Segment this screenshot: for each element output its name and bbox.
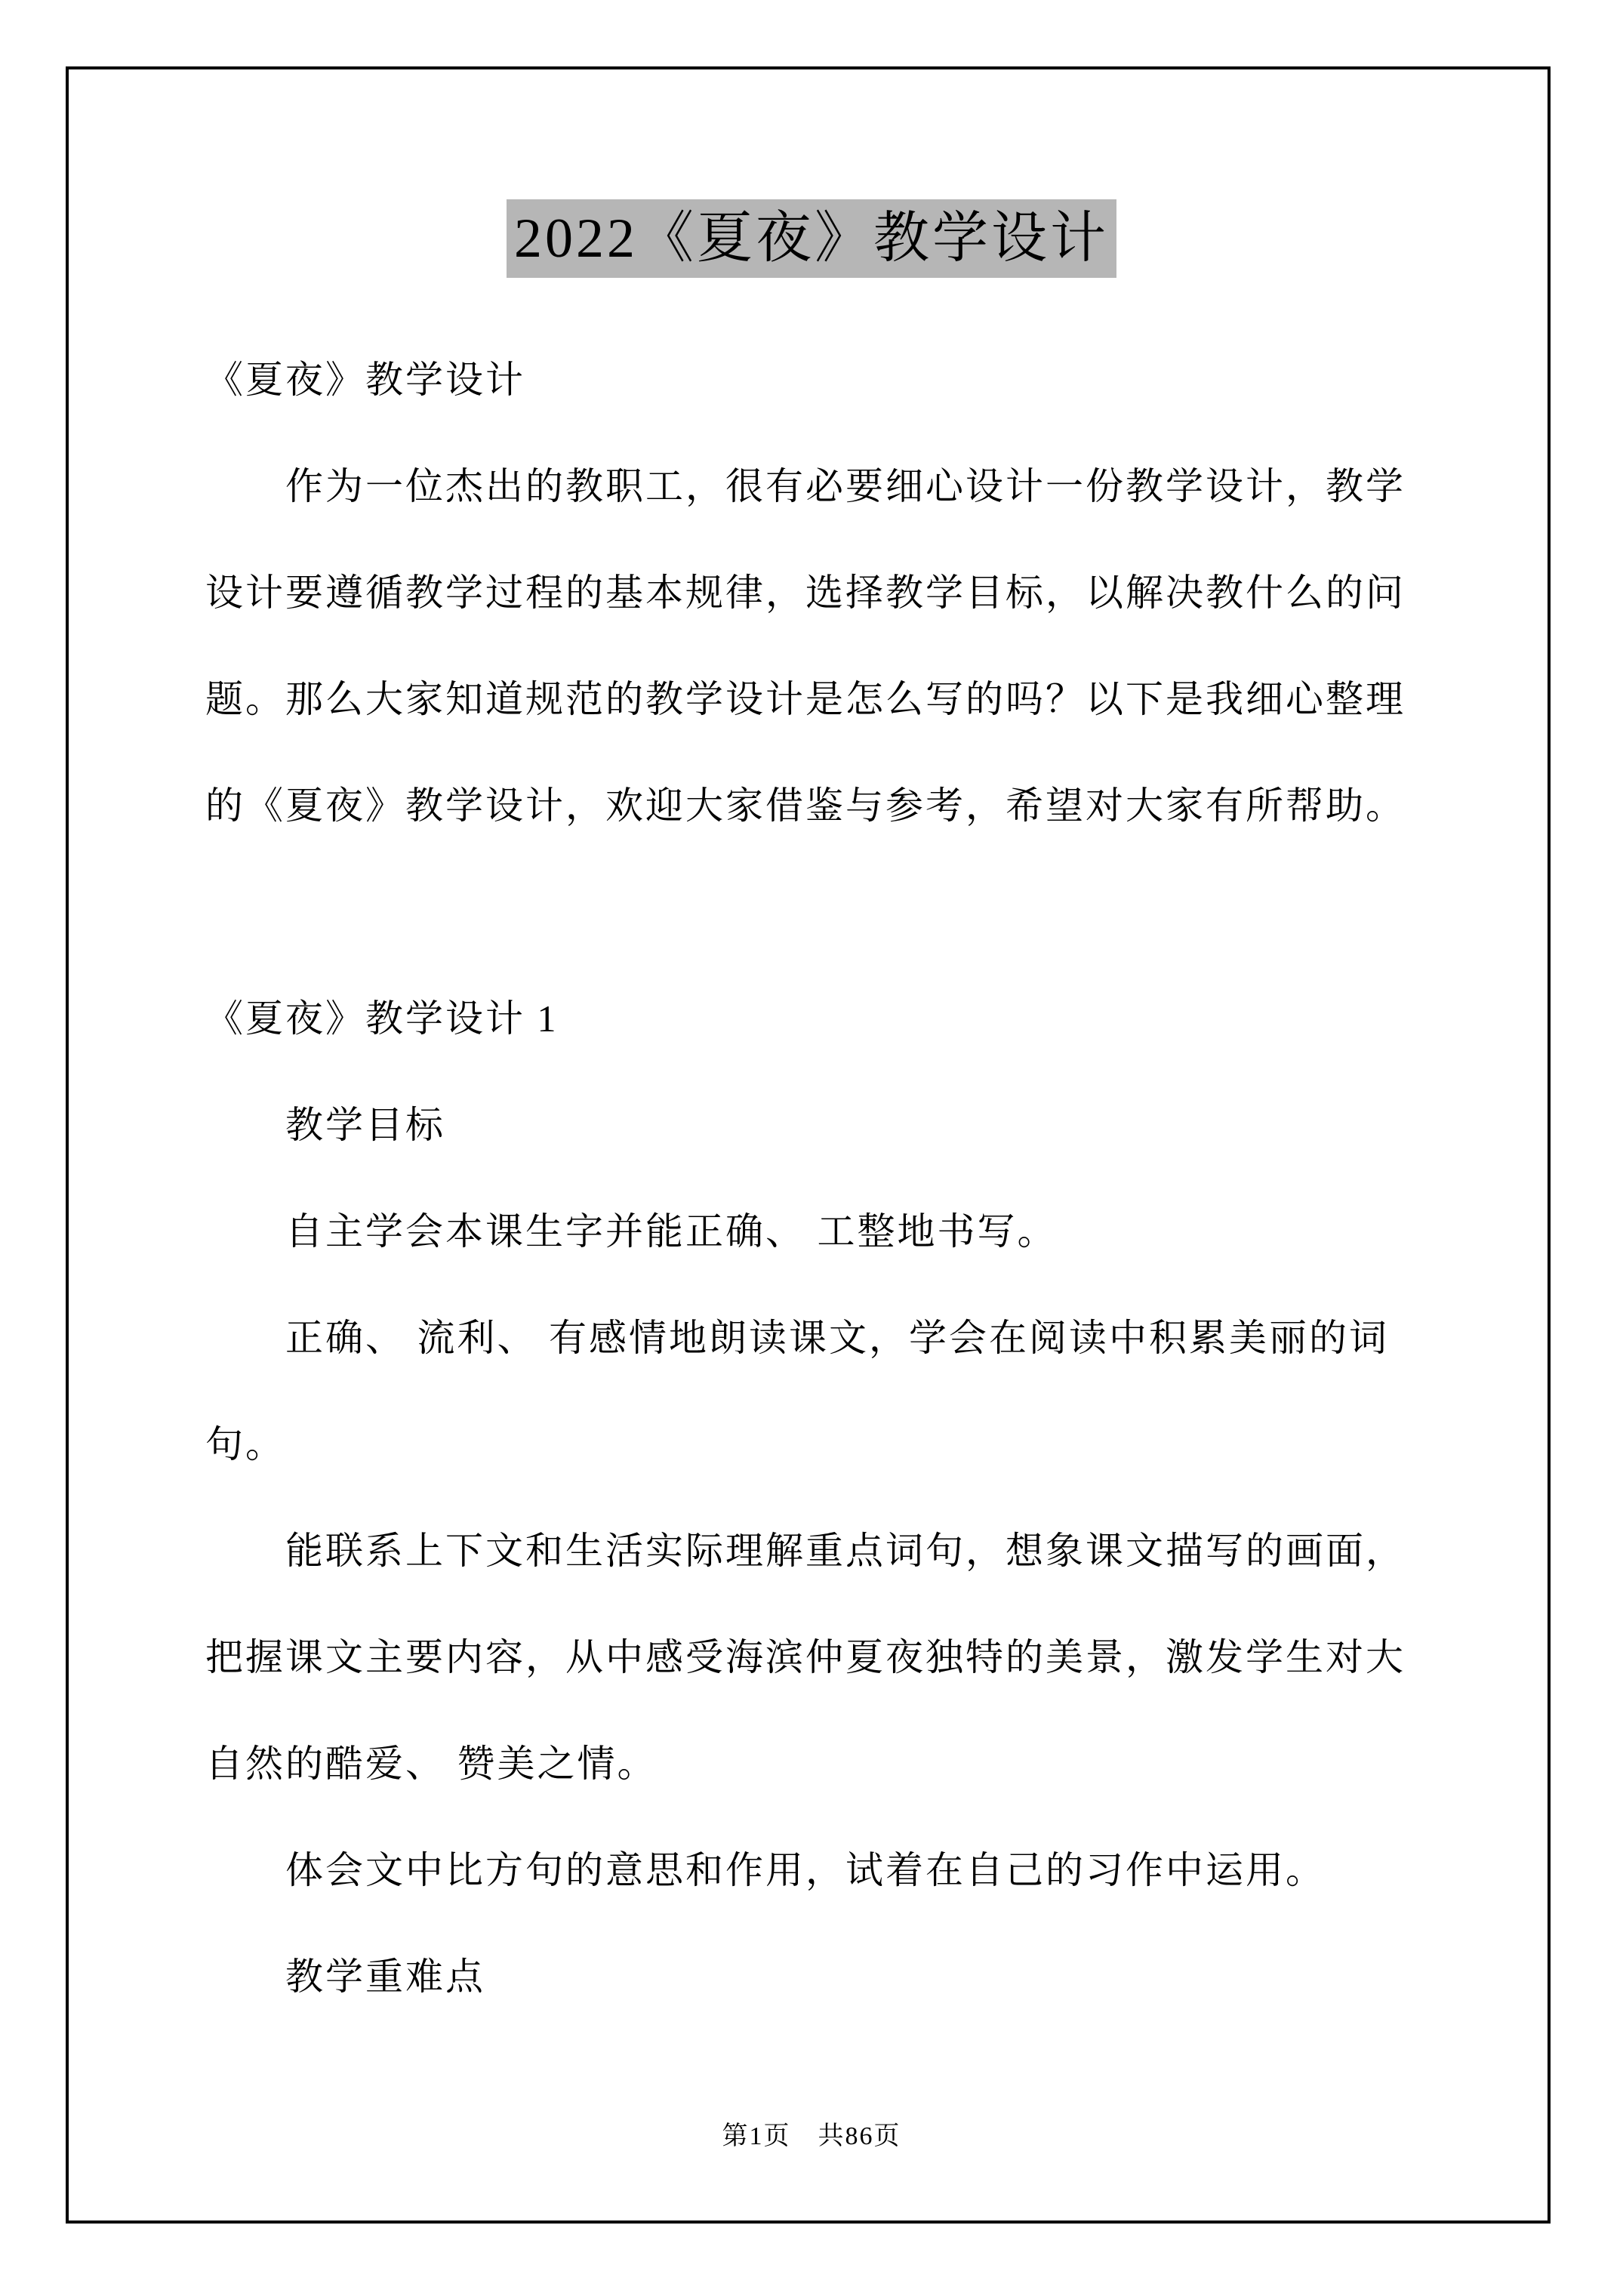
- body-line: 《夏夜》教学设计: [205, 359, 525, 401]
- document-title-row: [0, 199, 1623, 278]
- body-line: 自然的酷爱、 赞美之情。: [205, 1743, 658, 1785]
- body-line: 教学重难点: [285, 1955, 485, 1998]
- document-body: [205, 327, 1419, 2030]
- body-line: 的《夏夜》教学设计，欢迎大家借鉴与参考，希望对大家有所帮助。: [205, 784, 1406, 827]
- body-line: 能联系上下文和生活实际理解重点词句，想象课文描写的画面，: [285, 1530, 1406, 1572]
- body-line: 体会文中比方句的意思和作用，试着在自己的习作中运用。: [285, 1849, 1326, 1891]
- body-line: 题。那么大家知道规范的教学设计是怎么写的吗？以下是我细心整理: [205, 678, 1406, 720]
- body-line: 自主学会本课生字并能正确、 工整地书写。: [285, 1210, 1058, 1253]
- body-line: 正确、 流利、 有感情地朗读课文，学会在阅读中积累美丽的词: [285, 1317, 1389, 1359]
- body-line: 教学目标: [285, 1104, 445, 1146]
- page-footer: 第1页 共86页: [722, 2122, 901, 2150]
- body-line: 《夏夜》教学设计 1: [205, 997, 559, 1040]
- document-title: 2022《夏夜》教学设计: [507, 199, 1116, 278]
- body-line: 把握课文主要内容，从中感受海滨仲夏夜独特的美景，激发学生对大: [205, 1636, 1406, 1678]
- blank-line: [205, 859, 1419, 966]
- body-line: 设计要遵循教学过程的基本规律，选择教学目标，以解决教什么的问: [205, 572, 1406, 614]
- body-line: 句。: [205, 1423, 285, 1465]
- body-line: 作为一位杰出的教职工，很有必要细心设计一份教学设计，教学: [285, 465, 1406, 507]
